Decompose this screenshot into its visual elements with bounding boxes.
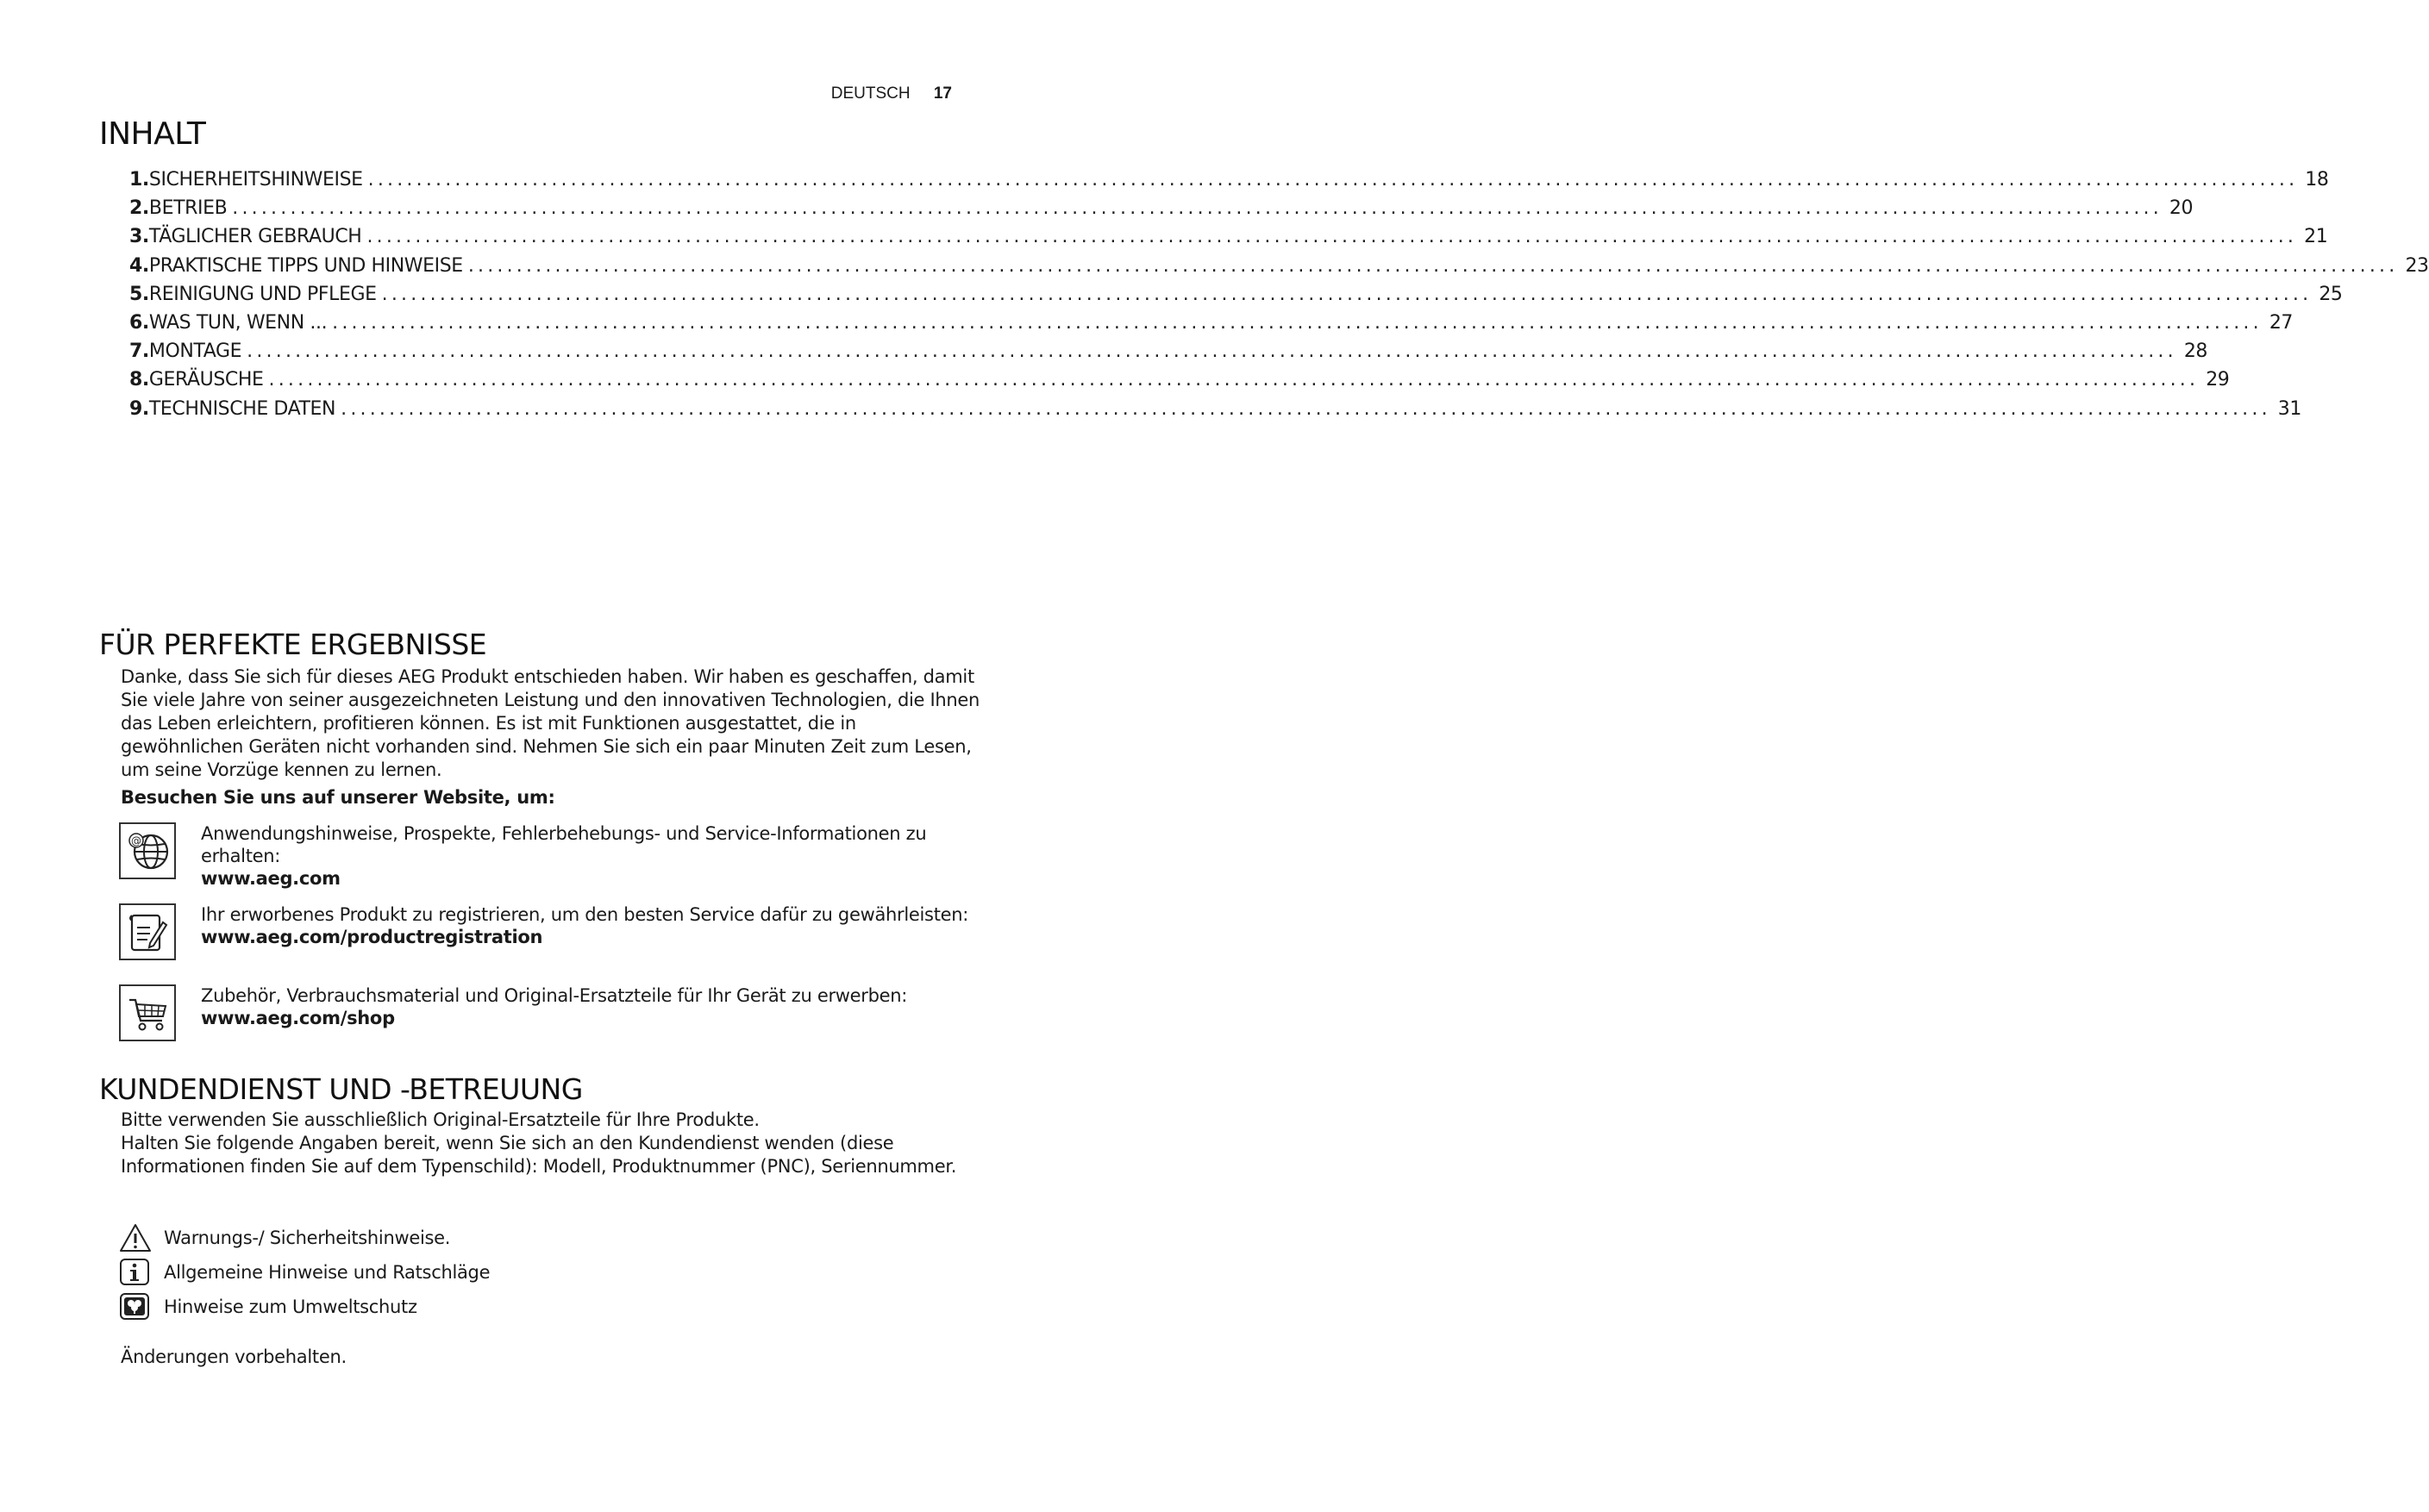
toc-leader-dots: ........................................................................................................................................................................................................ (381, 283, 2313, 305)
toc-entry-title: WAS TUN, WENN ... (148, 311, 328, 334)
toc-entry[interactable] (129, 369, 2230, 397)
toc-entry-number: 9. (129, 397, 149, 420)
toc-entry-page: 29 (2206, 369, 2230, 391)
website-item-text: Anwendungshinweise, Prospekte, Fehlerbehebungs- und Service-Informationen zu erhalten: (201, 823, 927, 866)
toc-entry-page: 25 (2319, 283, 2343, 305)
legend-text: Hinweise zum Umweltschutz (164, 1296, 417, 1317)
toc-leader-dots: ........................................................................................................................................................................................................ (467, 254, 2399, 277)
visit-label: Besuchen Sie uns auf unserer Website, um: (121, 787, 555, 808)
toc-entry-number: 8. (129, 369, 149, 391)
toc-entry-page: 18 (2305, 169, 2329, 191)
toc-entry-number: 4. (129, 254, 149, 277)
service-paragraph (121, 1109, 983, 1178)
changes-note: Änderungen vorbehalten. (121, 1346, 347, 1367)
toc-leader-dots: ........................................................................................................................................................................................................ (332, 311, 2263, 334)
toc-entry-page: 23 (2405, 254, 2429, 277)
toc-entry-page: 21 (2304, 226, 2328, 248)
website-item-shop (119, 984, 981, 1047)
language-label: DEUTSCH (830, 84, 911, 103)
toc-entry-title: GERÄUSCHE (148, 369, 264, 391)
website-link[interactable]: www.aeg.com (201, 868, 341, 889)
service-heading: KUNDENDIENST UND -BETREUUNG (99, 1072, 583, 1106)
page-number: 17 (933, 84, 952, 103)
toc-entry-title: MONTAGE (148, 341, 242, 363)
results-heading: FÜR PERFEKTE ERGEBNISSE (99, 628, 487, 661)
toc-entry-page: 20 (2169, 197, 2194, 220)
globe-icon (119, 822, 176, 879)
shopping-cart-icon (119, 984, 176, 1041)
toc-entry-number: 2. (129, 197, 149, 220)
toc-entry-number: 6. (129, 311, 149, 334)
toc-entry-number: 7. (129, 341, 149, 363)
website-item-registration (119, 903, 981, 965)
service-line: Bitte verwenden Sie ausschließlich Original-Ersatzteile für Ihre Produkte. (121, 1109, 760, 1130)
toc-entry[interactable] (129, 169, 2329, 197)
toc-entry[interactable] (129, 397, 2301, 427)
toc-entry[interactable] (129, 283, 2343, 312)
toc-entry-number: 1. (129, 169, 149, 191)
toc-entry-title: SICHERHEITSHINWEISE (148, 169, 363, 191)
toc-leader-dots: ........................................................................................................................................................................................................ (366, 226, 2298, 248)
toc-entry[interactable] (129, 311, 2294, 341)
toc-entry-title: PRAKTISCHE TIPPS UND HINWEISE (148, 254, 463, 277)
toc-entry-page: 27 (2269, 311, 2294, 334)
toc-entry-number: 5. (129, 283, 149, 305)
toc-entry-page: 31 (2277, 397, 2301, 420)
toc-entry-title: REINIGUNG UND PFLEGE (148, 283, 377, 305)
page-header (831, 84, 952, 103)
toc-entry-page: 28 (2183, 341, 2208, 363)
table-of-contents (129, 169, 2429, 427)
website-item-text: Ihr erworbenes Produkt zu registrieren, um den besten Service dafür zu gewährleisten: (201, 904, 969, 925)
toc-leader-dots: ........................................................................................................................................................................................................ (341, 397, 2271, 420)
toc-leader-dots: ........................................................................................................................................................................................................ (247, 341, 2177, 363)
toc-entry-number: 3. (129, 226, 149, 248)
toc-entry[interactable] (129, 341, 2208, 369)
intro-paragraph: Danke, dass Sie sich für dieses AEG Produkt entschieden haben. Wir haben es geschaffen, damit Sie viele Jahre von seiner ausgezeichneten Leistung und den innovativen Technologien, die Ihnen das Leben erleichtern, profitieren können. Es ist mit Funktionen ausgestattet, die in gewöhnlichen Geräten nicht vorhanden sind. Nehmen Sie sich ein paar Minuten Zeit zum Lesen, um seine Vorzüge kennen zu lernen. (121, 666, 980, 780)
toc-entry[interactable] (129, 226, 2328, 254)
legend-text: Allgemeine Hinweise und Ratschläge (164, 1262, 491, 1283)
environment-icon (119, 1291, 152, 1322)
toc-entry-title: TECHNISCHE DATEN (148, 397, 336, 420)
toc-entry[interactable] (129, 254, 2429, 284)
legend-info (119, 1257, 895, 1288)
toc-leader-dots: ........................................................................................................................................................................................................ (268, 369, 2200, 391)
website-link[interactable]: www.aeg.com/shop (201, 1008, 395, 1028)
toc-entry-title: BETRIEB (148, 197, 228, 220)
toc-leader-dots: ........................................................................................................................................................................................................ (232, 197, 2163, 220)
legend-warning (119, 1222, 895, 1253)
warning-icon (119, 1222, 152, 1253)
svg-text:@: @ (131, 834, 141, 847)
legend-text: Warnungs-/ Sicherheitshinweise. (164, 1228, 451, 1248)
toc-entry[interactable] (129, 197, 2194, 226)
toc-entry-title: TÄGLICHER GEBRAUCH (148, 226, 362, 248)
service-line: Halten Sie folgende Angaben bereit, wenn Sie sich an den Kundendienst wenden (diese Informationen finden Sie auf dem Typenschild): Modell, Produktnummer (PNC), Seriennummer. (121, 1133, 957, 1177)
info-icon (119, 1257, 152, 1288)
website-link[interactable]: www.aeg.com/productregistration (201, 927, 543, 947)
register-icon (119, 903, 176, 960)
website-item-info (119, 822, 981, 889)
legend-environment (119, 1291, 895, 1322)
toc-heading: INHALT (99, 116, 206, 152)
toc-leader-dots: ........................................................................................................................................................................................................ (367, 169, 2299, 191)
website-item-text: Zubehör, Verbrauchsmaterial und Original-Ersatzteile für Ihr Gerät zu erwerben: (201, 985, 908, 1006)
